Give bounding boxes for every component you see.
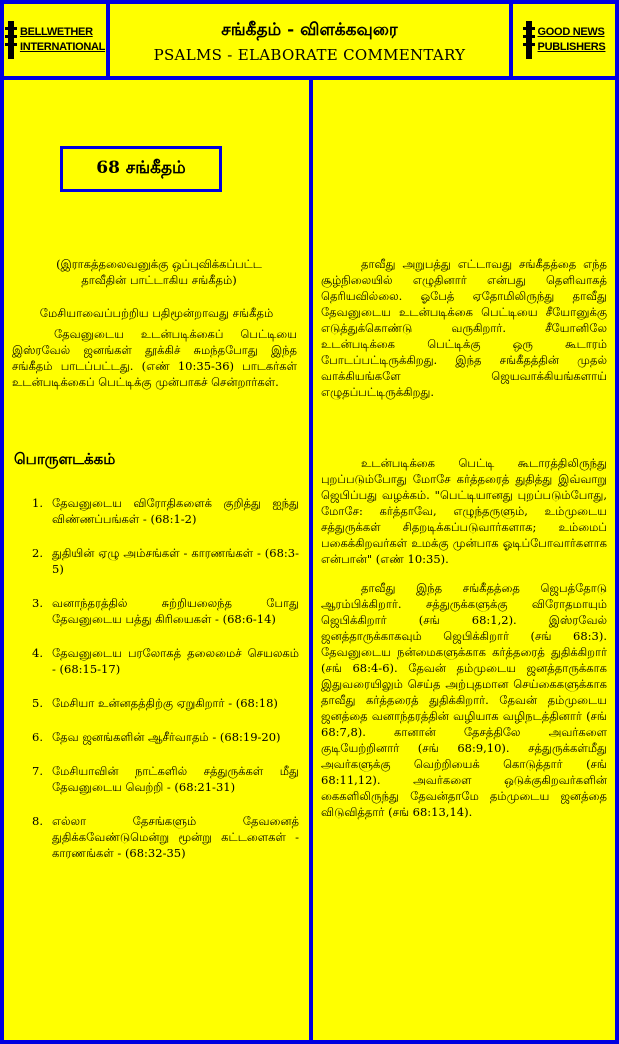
contents-item-text: வனாந்தரத்தில் சுற்றியலைந்த போது தேவனுடைய பத்து கிரியைகள் - (68:6-14) [52,596,299,626]
bellwether-logo [4,4,106,76]
contents-item-number: 4. [32,646,43,660]
commentary-paragraph-2: உடன்படிக்கை பெட்டி கூடாரத்திலிருந்து புறப்படும்போது மோசே கர்த்தரைத் துதித்து இவ்வாறு ஜெபிப்பது வழக்கம். "பெட்டியானது புறப்படும்போது, மோசே: கர்த்தாவே, எழுந்தருளும், உம்முடைய சத்துருக்கள் சிதறடிக்கப்படுவார்களாக; உம்மைப் பகைக்கிறவர்கள் உமக்கு முன்பாக ஓடிப்போவார்களாக என்பான்" (எண் 10:35). [321,456,607,566]
contents-item-number: 1. [32,496,43,510]
intro-paragraph: தேவனுடைய உடன்படிக்கைப் பெட்டியை இஸ்ரவேல் ஜனங்கள் தூக்கிச் சுமந்தபோது இந்த சங்கீதம் பாடப்பட்டது. (எண் 10:35-36) பாடகர்கள் உடன்படிக்கைப் பெட்டிக்கு முன்பாகச் சென்றார்கள். [12,327,297,389]
psalm-subtitle: (இராகத்தலைவனுக்கு ஒப்புவிக்கப்பட்ட தாவீதின் பாட்டாகிய சங்கீதம்) [56,257,262,287]
left-logo-line2: INTERNATIONAL [19,41,106,53]
contents-heading: பொருளடக்கம் [14,450,116,468]
contents-item [4,763,299,795]
contents-item [4,645,299,677]
contents-item-text: மேசியாவின் நாட்களில் சத்துருக்கள் மீது தேவனுடைய வெற்றி - (68:21-31) [52,764,299,794]
good-news-logo [513,4,615,76]
contents-item [4,545,299,577]
contents-item-text: மேசியா உன்னதத்திற்கு ஏறுகிறார் - (68:18) [52,696,278,710]
good-news-emblem-icon [523,21,535,59]
contents-item-number: 3. [32,596,43,610]
contents-item [4,729,299,745]
page-title-english: PSALMS - ELABORATE COMMENTARY [153,46,466,64]
right-column [313,80,615,1040]
left-column [4,80,309,1040]
header-title-box [110,4,509,76]
contents-item-number: 5. [32,696,43,710]
contents-item-text: துதியின் ஏழு அம்சங்கள் - காரணங்கள் - (68:3-5) [52,546,299,576]
contents-list [4,495,299,879]
page-title-tamil: சங்கீதம் - விளக்கவுரை [221,20,398,40]
contents-item-text: தேவனுடைய பரலோகத் தலைமைச் செயலகம் - (68:15-17) [52,646,299,676]
commentary-paragraph-1: தாவீது அறுபத்து எட்டாவது சங்கீதத்தை எந்த சூழ்நிலையில் எழுதினார் என்பது தெளிவாகத் தெரியவில்லை. ஓபேத் ஏதோமிலிருந்து தாவீது தேவனுடைய உடன்படிக்கை பெட்டியை சீயோனுக்கு எடுத்துக்கொண்டு வருகிறார். சீயோனிலே உடன்படிக்கை பெட்டிக்கு ஒரு கூடாரம் போடப்பட்டிருக்கிறது. இந்த சங்கீதத்தின் முதல் வாக்கியங்களே ஜெயவாக்கியங்களாய் எழுதப்பட்டிருக்கிறது. [321,257,607,399]
contents-item [4,595,299,627]
contents-item [4,813,299,861]
contents-item-number: 8. [32,814,43,828]
contents-item-text: தேவ ஜனங்களின் ஆசீர்வாதம் - (68:19-20) [52,730,281,744]
bellwether-emblem-icon [5,21,17,59]
right-logo-line1: GOOD NEWS [537,26,605,38]
left-logo-line1: BELLWETHER [19,26,93,38]
psalm-title: 68 சங்கீதம் [60,146,222,192]
messianic-note: மேசியாவைப்பற்றிய பதிமூன்றாவது சங்கீதம் [39,306,274,320]
contents-item-number: 7. [32,764,43,778]
contents-item-text: தேவனுடைய விரோதிகளைக் குறித்து ஐந்து விண்ணப்பங்கள் - (68:1-2) [52,496,299,526]
contents-item [4,695,299,711]
contents-item-number: 6. [32,730,43,744]
right-logo-line2: PUBLISHERS [537,41,606,53]
contents-item [4,495,299,527]
contents-item-text: எல்லா தேசங்களும் தேவனைத் துதிக்கவேண்டுமென்று மூன்று கட்டளைகள் - காரணங்கள் - (68:32-35) [52,814,299,860]
contents-item-number: 2. [32,546,43,560]
commentary-paragraph-3: தாவீது இந்த சங்கீதத்தை ஜெபத்தோடு ஆரம்பிக்கிறார். சத்துருக்களுக்கு விரோதமாயும் ஜெபிக்கிறார் (சங் 68:1,2). இஸ்ரவேல் ஜனத்தாருக்காகவும் ஜெபிக்கிறார் (சங் 68:3). தேவனுடைய நன்மைகளுக்காக கர்த்தரைத் துதிக்கிறார் (சங் 68:4-6). தேவன் தம்முடைய ஜனத்தாருக்காக இதுவரையிலும் செய்த அற்புதமான செய்கைகளுக்காக தாவீது கர்த்தரைத் துதிக்கிறார். தேவன் தம்முடைய ஜனத்தை வனாந்தரத்தின் வழியாக வழிநடத்தினார் (சங் 68:7,8). கானான் தேசத்திலே அவர்களை குடியேற்றினார் (சங் 68:9,10). சத்துருக்கள்மீது அவர்களுக்கு வெற்றியைக் கொடுத்தார் (சங் 68:11,12). அவர்களை ஒடுக்குகிறவர்களின் கைகளிலிருந்து தேவன்தாமே தம்முடைய ஜனத்தை விடுவித்தார் (சங் 68:13,14). [321,581,607,819]
